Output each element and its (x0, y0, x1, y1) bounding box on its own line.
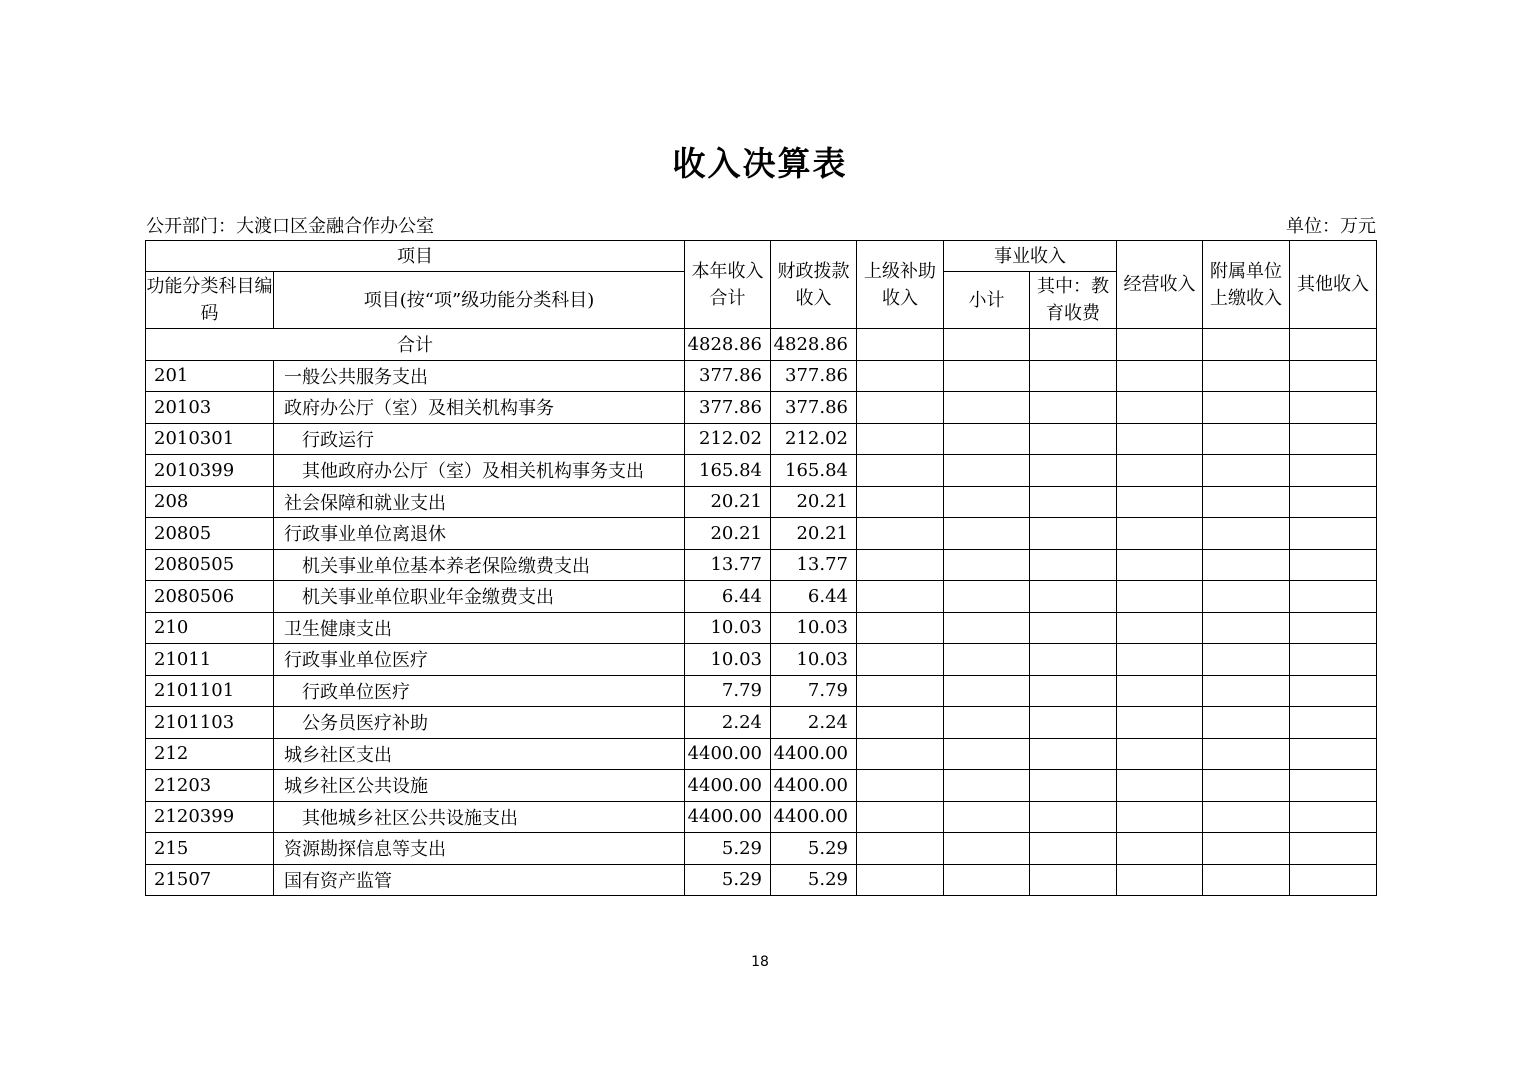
empty-cell (1290, 581, 1377, 613)
row-name: 资源勘探信息等支出 (274, 833, 685, 865)
row-name: 城乡社区支出 (274, 738, 685, 770)
empty-cell (857, 360, 944, 392)
empty-cell (944, 644, 1030, 676)
empty-cell (944, 833, 1030, 865)
empty-cell (1290, 549, 1377, 581)
empty-cell (1290, 612, 1377, 644)
row-name: 城乡社区公共设施 (274, 770, 685, 802)
empty-cell (1203, 612, 1290, 644)
header-code: 功能分类科目编码 (146, 272, 274, 329)
empty-cell (1203, 455, 1290, 487)
empty-cell (1203, 864, 1290, 896)
row-name: 机关事业单位职业年金缴费支出 (274, 581, 685, 613)
row-total-income: 5.29 (685, 833, 771, 865)
row-fiscal: 6.44 (771, 581, 857, 613)
table-row (146, 644, 1377, 676)
row-fiscal: 5.29 (771, 833, 857, 865)
row-total-income: 20.21 (685, 486, 771, 518)
empty-cell (1030, 392, 1117, 424)
table-row (146, 392, 1377, 424)
empty-cell (1290, 864, 1377, 896)
row-fiscal: 7.79 (771, 675, 857, 707)
empty-cell (1117, 360, 1203, 392)
empty-cell (1030, 612, 1117, 644)
header-subtotal: 小计 (944, 272, 1030, 329)
row-code: 210 (146, 612, 274, 644)
row-code: 2120399 (146, 801, 274, 833)
empty-cell (1290, 423, 1377, 455)
table-row (146, 581, 1377, 613)
row-code: 2010399 (146, 455, 274, 487)
table-row (146, 518, 1377, 550)
empty-cell (857, 518, 944, 550)
page-number: 18 (751, 954, 769, 970)
empty-cell (1290, 707, 1377, 739)
empty-cell (1290, 675, 1377, 707)
empty-cell (1117, 833, 1203, 865)
table-row (146, 423, 1377, 455)
empty-cell (1203, 360, 1290, 392)
row-total-income: 7.79 (685, 675, 771, 707)
empty-cell (1117, 392, 1203, 424)
row-total-income: 165.84 (685, 455, 771, 487)
empty-cell (1030, 675, 1117, 707)
empty-cell (1203, 644, 1290, 676)
empty-cell (1290, 833, 1377, 865)
row-name: 行政事业单位离退休 (274, 518, 685, 550)
empty-cell (1203, 833, 1290, 865)
row-total-income: 4400.00 (685, 770, 771, 802)
empty-cell (944, 801, 1030, 833)
total-label: 合计 (146, 329, 685, 361)
empty-cell (1030, 833, 1117, 865)
row-fiscal: 13.77 (771, 549, 857, 581)
empty-cell (944, 486, 1030, 518)
empty-cell (857, 392, 944, 424)
empty-cell (944, 518, 1030, 550)
empty-cell (1117, 675, 1203, 707)
header-business: 事业收入 (944, 241, 1117, 272)
row-total-income: 5.29 (685, 864, 771, 896)
empty-cell (944, 455, 1030, 487)
empty-cell (1117, 770, 1203, 802)
row-code: 215 (146, 833, 274, 865)
empty-cell (1117, 644, 1203, 676)
row-fiscal: 2.24 (771, 707, 857, 739)
header-total-income: 本年收入合计 (685, 241, 771, 329)
row-name: 行政运行 (274, 423, 685, 455)
table-row (146, 707, 1377, 739)
header-name: 项目(按“项”级功能分类科目) (274, 272, 685, 329)
empty-cell (1203, 707, 1290, 739)
empty-cell (857, 423, 944, 455)
empty-cell (1030, 864, 1117, 896)
empty-cell (944, 581, 1030, 613)
empty-cell (944, 360, 1030, 392)
header-operating: 经营收入 (1117, 241, 1203, 329)
row-total-income: 377.86 (685, 360, 771, 392)
row-code: 21203 (146, 770, 274, 802)
row-fiscal: 4400.00 (771, 801, 857, 833)
total-row (146, 329, 1377, 361)
empty-cell (1030, 770, 1117, 802)
row-fiscal: 5.29 (771, 864, 857, 896)
empty-cell (857, 675, 944, 707)
empty-cell (1117, 486, 1203, 518)
empty-cell (1030, 707, 1117, 739)
empty-cell (1203, 738, 1290, 770)
empty-cell (1290, 770, 1377, 802)
row-code: 2010301 (146, 423, 274, 455)
row-name: 政府办公厅（室）及相关机构事务 (274, 392, 685, 424)
empty-cell (1030, 549, 1117, 581)
row-fiscal: 377.86 (771, 392, 857, 424)
row-name: 其他政府办公厅（室）及相关机构事务支出 (274, 455, 685, 487)
row-name: 机关事业单位基本养老保险缴费支出 (274, 549, 685, 581)
row-code: 20103 (146, 392, 274, 424)
empty-cell (944, 707, 1030, 739)
empty-cell (1030, 801, 1117, 833)
empty-cell (857, 864, 944, 896)
empty-cell (1117, 801, 1203, 833)
empty-cell (1203, 486, 1290, 518)
empty-cell (1290, 455, 1377, 487)
empty-cell (1117, 329, 1203, 361)
row-name: 社会保障和就业支出 (274, 486, 685, 518)
empty-cell (1117, 707, 1203, 739)
row-total-income: 10.03 (685, 644, 771, 676)
empty-cell (1117, 612, 1203, 644)
empty-cell (1290, 360, 1377, 392)
row-name: 一般公共服务支出 (274, 360, 685, 392)
empty-cell (1117, 423, 1203, 455)
unit-label: 单位：万元 (1286, 216, 1376, 237)
empty-cell (1203, 423, 1290, 455)
empty-cell (944, 770, 1030, 802)
row-fiscal: 20.21 (771, 518, 857, 550)
header-education: 其中：教育收费 (1030, 272, 1117, 329)
empty-cell (1030, 360, 1117, 392)
row-code: 212 (146, 738, 274, 770)
empty-cell (1290, 518, 1377, 550)
table-row (146, 455, 1377, 487)
empty-cell (944, 675, 1030, 707)
row-fiscal: 10.03 (771, 612, 857, 644)
empty-cell (857, 329, 944, 361)
row-fiscal: 212.02 (771, 423, 857, 455)
empty-cell (1030, 486, 1117, 518)
table-row (146, 486, 1377, 518)
empty-cell (1030, 518, 1117, 550)
empty-cell (1203, 518, 1290, 550)
empty-cell (1030, 455, 1117, 487)
row-fiscal: 4400.00 (771, 738, 857, 770)
total-total-income: 4828.86 (685, 329, 771, 361)
row-code: 21011 (146, 644, 274, 676)
row-fiscal: 20.21 (771, 486, 857, 518)
empty-cell (944, 423, 1030, 455)
empty-cell (1117, 455, 1203, 487)
empty-cell (1203, 392, 1290, 424)
row-fiscal: 4400.00 (771, 770, 857, 802)
table-row (146, 801, 1377, 833)
page-title: 收入决算表 (672, 144, 848, 183)
row-total-income: 13.77 (685, 549, 771, 581)
row-total-income: 377.86 (685, 392, 771, 424)
row-code: 21507 (146, 864, 274, 896)
row-code: 208 (146, 486, 274, 518)
row-total-income: 20.21 (685, 518, 771, 550)
empty-cell (1203, 801, 1290, 833)
row-total-income: 4400.00 (685, 801, 771, 833)
table-row (146, 833, 1377, 865)
row-name: 其他城乡社区公共设施支出 (274, 801, 685, 833)
empty-cell (1117, 518, 1203, 550)
table-row (146, 738, 1377, 770)
table-row (146, 675, 1377, 707)
row-code: 201 (146, 360, 274, 392)
table-row (146, 864, 1377, 896)
row-code: 2101101 (146, 675, 274, 707)
header-affiliated: 附属单位上缴收入 (1203, 241, 1290, 329)
empty-cell (1030, 581, 1117, 613)
empty-cell (1030, 644, 1117, 676)
row-name: 国有资产监管 (274, 864, 685, 896)
empty-cell (944, 549, 1030, 581)
header-superior: 上级补助收入 (857, 241, 944, 329)
empty-cell (857, 833, 944, 865)
empty-cell (944, 329, 1030, 361)
empty-cell (857, 455, 944, 487)
empty-cell (1030, 423, 1117, 455)
row-fiscal: 10.03 (771, 644, 857, 676)
empty-cell (857, 738, 944, 770)
empty-cell (1203, 770, 1290, 802)
table-row (146, 549, 1377, 581)
empty-cell (857, 801, 944, 833)
table-row (146, 612, 1377, 644)
empty-cell (1030, 329, 1117, 361)
row-name: 卫生健康支出 (274, 612, 685, 644)
empty-cell (857, 581, 944, 613)
row-name: 公务员医疗补助 (274, 707, 685, 739)
empty-cell (1117, 549, 1203, 581)
empty-cell (857, 612, 944, 644)
empty-cell (1290, 486, 1377, 518)
empty-cell (1290, 644, 1377, 676)
row-fiscal: 377.86 (771, 360, 857, 392)
row-fiscal: 165.84 (771, 455, 857, 487)
empty-cell (1117, 581, 1203, 613)
empty-cell (857, 770, 944, 802)
row-name: 行政事业单位医疗 (274, 644, 685, 676)
table-row (146, 770, 1377, 802)
header-project: 项目 (146, 241, 685, 272)
empty-cell (857, 549, 944, 581)
row-total-income: 2.24 (685, 707, 771, 739)
empty-cell (1290, 392, 1377, 424)
row-total-income: 212.02 (685, 423, 771, 455)
empty-cell (1117, 864, 1203, 896)
row-code: 20805 (146, 518, 274, 550)
empty-cell (944, 738, 1030, 770)
row-code: 2101103 (146, 707, 274, 739)
empty-cell (1290, 329, 1377, 361)
empty-cell (1290, 801, 1377, 833)
table-row (146, 360, 1377, 392)
row-code: 2080506 (146, 581, 274, 613)
empty-cell (944, 864, 1030, 896)
total-fiscal: 4828.86 (771, 329, 857, 361)
income-table (145, 240, 1377, 896)
empty-cell (1203, 549, 1290, 581)
empty-cell (1203, 675, 1290, 707)
empty-cell (944, 392, 1030, 424)
empty-cell (1290, 738, 1377, 770)
row-name: 行政单位医疗 (274, 675, 685, 707)
empty-cell (1203, 581, 1290, 613)
header-fiscal: 财政拨款收入 (771, 241, 857, 329)
row-code: 2080505 (146, 549, 274, 581)
row-total-income: 6.44 (685, 581, 771, 613)
empty-cell (944, 612, 1030, 644)
header-other: 其他收入 (1290, 241, 1377, 329)
department-label: 公开部门：大渡口区金融合作办公室 (146, 216, 434, 237)
empty-cell (1117, 738, 1203, 770)
empty-cell (857, 707, 944, 739)
row-total-income: 10.03 (685, 612, 771, 644)
empty-cell (1203, 329, 1290, 361)
empty-cell (1030, 738, 1117, 770)
row-total-income: 4400.00 (685, 738, 771, 770)
empty-cell (857, 644, 944, 676)
empty-cell (857, 486, 944, 518)
